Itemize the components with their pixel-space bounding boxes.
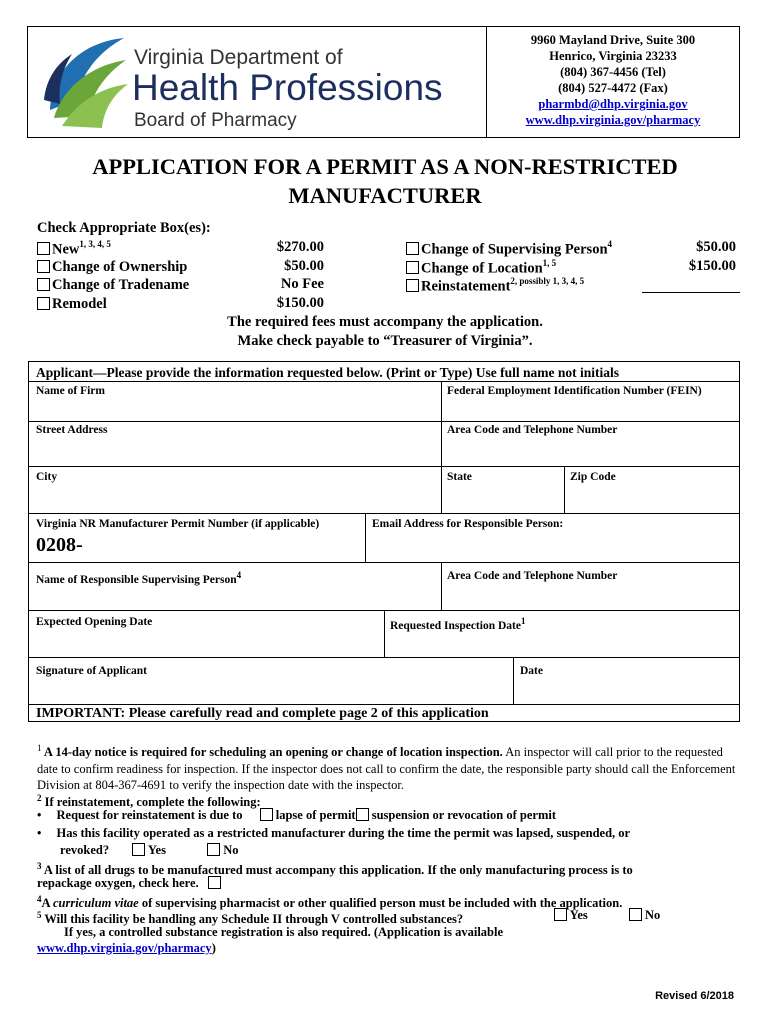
checkbox-new[interactable]	[37, 242, 50, 255]
fee-sup: 1, 5	[542, 257, 557, 268]
fee-label: Change of Location	[421, 259, 543, 276]
note3-sup: 3	[37, 861, 42, 871]
logo-line3: Board of Pharmacy	[134, 110, 297, 131]
no-label: No	[223, 843, 239, 857]
dhp-logo-mark	[42, 30, 482, 134]
fee-row-change-location	[406, 258, 736, 277]
bullet-icon: •	[37, 826, 42, 840]
logo-line2: Health Professions	[132, 67, 443, 108]
fee-amount: $50.00	[696, 239, 736, 255]
supervisor-sup: 4	[236, 570, 242, 580]
fee-row-change-tradename	[37, 276, 327, 295]
fee-amount: $270.00	[276, 239, 324, 255]
fax: (804) 527-4472 (Fax)	[558, 81, 668, 95]
fee-label: New	[52, 241, 80, 258]
phone2-label: Area Code and Telephone Number	[447, 570, 618, 582]
fee-note-line1: The required fees must accompany the application.	[227, 314, 543, 330]
title-line1: APPLICATION FOR A PERMIT AS A NON-RESTRICTED	[92, 154, 678, 179]
note-1	[37, 740, 737, 794]
telephone: (804) 367-4456 (Tel)	[560, 65, 666, 79]
checkbox-controlled-yes[interactable]	[554, 908, 567, 921]
yes-label: Yes	[569, 908, 588, 922]
inspection-date-label	[390, 616, 525, 632]
bullet-icon: •	[37, 808, 42, 822]
checkbox-revoked-yes[interactable]	[132, 843, 145, 856]
fee-note-line2: Make check payable to “Treasurer of Virginia”.	[237, 333, 533, 349]
divider	[441, 466, 442, 513]
checkbox-lapse[interactable]	[260, 808, 273, 821]
bullet1-opt2: suspension or revocation of permit	[371, 808, 556, 822]
note4-sup: 4	[37, 894, 42, 904]
fee-label: Remodel	[52, 295, 107, 312]
phone-label: Area Code and Telephone Number	[447, 424, 618, 436]
bullet2-revoked: revoked?	[60, 843, 110, 857]
divider	[29, 562, 739, 563]
fee-row-new	[37, 239, 327, 258]
permit-number-value: 0208-	[36, 534, 83, 556]
bullet1-lead: Request for reinstatement is due to	[56, 808, 243, 822]
note1-sup: 1	[37, 743, 42, 753]
checkbox-controlled-no[interactable]	[629, 908, 642, 921]
fee-sup: 1, 3, 4, 5	[79, 239, 111, 249]
supervisor-label	[36, 570, 241, 586]
form-header: Applicant—Please provide the information requested below. (Print or Type) Use full name not initials	[36, 365, 619, 380]
bullet2-text: Has this facility operated as a restricted manufacturer during the time the permit was lapsed, suspended, or	[56, 826, 631, 840]
address-line2: Henrico, Virginia 23233	[549, 49, 677, 63]
note4-b: of supervising pharmacist or other qualified person must be included with the application.	[138, 896, 623, 911]
address-line1: 9960 Mayland Drive, Suite 300	[530, 33, 696, 47]
note5-sup: 5	[37, 910, 42, 920]
fee-list-left	[37, 239, 327, 313]
note-3-cont	[37, 875, 221, 892]
divider	[29, 421, 739, 422]
note2-heading-text: If reinstatement, complete the following:	[41, 795, 261, 810]
fee-list-right	[406, 239, 736, 295]
fee-sup: 4	[607, 239, 613, 249]
checkbox-suspension[interactable]	[356, 808, 369, 821]
divider	[365, 513, 366, 562]
street-address-label: Street Address	[36, 424, 108, 436]
divider	[564, 466, 565, 513]
note1-text: An inspector will call prior to the requested date to confirm readiness for inspection. If the inspector does not call to confirm the date, the responsible party should call the Enforcement Division at 804-367-4691 to verify the inspection date with the inspector.	[37, 745, 736, 793]
divider	[29, 381, 739, 382]
checkbox-revoked-no[interactable]	[207, 843, 220, 856]
divider	[29, 466, 739, 467]
website-link[interactable]: www.dhp.virginia.gov/pharmacy	[525, 113, 701, 127]
divider	[441, 381, 442, 421]
divider	[29, 657, 739, 658]
checkbox-change-location[interactable]	[406, 261, 419, 274]
checkbox-reinstatement[interactable]	[406, 279, 419, 292]
applicant-form	[28, 361, 740, 722]
fee-note	[30, 313, 740, 351]
checkbox-oxygen[interactable]	[208, 876, 221, 889]
divider	[441, 421, 442, 466]
fee-amount: $150.00	[276, 294, 324, 311]
pharmacy-link[interactable]: www.dhp.virginia.gov/pharmacy	[37, 941, 212, 955]
fee-row-change-ownership	[37, 258, 327, 277]
fee-row-change-supervisor	[406, 239, 736, 258]
fee-sup: 2, possibly 1, 3, 4, 5	[510, 276, 585, 286]
note5-text: Will this facility be handling any Schedule II through V controlled substances?	[41, 912, 464, 927]
email-label: Email Address for Responsible Person:	[372, 518, 564, 530]
reinstatement-fee-line	[642, 292, 740, 293]
contact-block	[488, 32, 738, 128]
inspection-date-text: Requested Inspection Date	[390, 619, 521, 632]
no-label: No	[644, 908, 661, 922]
fee-row-remodel	[37, 295, 327, 314]
logo-line1: Virginia Department of	[134, 46, 343, 69]
bullet1-opt1: lapse of permit	[275, 808, 356, 822]
fee-label: Change of Tradename	[52, 277, 190, 293]
opening-date-label: Expected Opening Date	[36, 616, 153, 628]
checkbox-change-ownership[interactable]	[37, 260, 50, 273]
note-5-options	[554, 907, 660, 924]
dhp-logo	[42, 30, 482, 134]
note-5-link-line	[37, 940, 216, 957]
fees-heading: Check Appropriate Box(es):	[37, 220, 211, 236]
note3-cont-text: repackage oxygen, check here.	[37, 876, 199, 890]
note4-a: A	[41, 896, 53, 911]
fee-amount: No Fee	[280, 276, 324, 292]
fee-amount: $50.00	[284, 257, 324, 274]
title-line2: MANUFACTURER	[288, 183, 482, 208]
state-label: State	[447, 471, 472, 483]
note-2-bullet1	[37, 807, 556, 824]
note5-close: )	[211, 941, 216, 955]
page-title	[30, 152, 740, 210]
divider	[441, 562, 442, 610]
note-2-bullet2	[37, 825, 630, 842]
note4-italic: curriculum vitae	[52, 896, 139, 911]
checkbox-remodel[interactable]	[37, 297, 50, 310]
fee-label: Reinstatement	[421, 278, 511, 295]
email-link[interactable]: pharmbd@dhp.virginia.gov	[538, 97, 688, 111]
supervisor-label-text: Name of Responsible Supervising Person	[36, 573, 237, 586]
fee-label: Change of Supervising Person	[421, 241, 608, 258]
fee-amount: $150.00	[688, 257, 736, 274]
checkbox-change-supervisor[interactable]	[406, 242, 419, 255]
yes-label: Yes	[147, 843, 166, 857]
fee-label: Change of Ownership	[52, 258, 188, 275]
note2-sup: 2	[37, 793, 42, 803]
note3-text: A list of all drugs to be manufactured must accompany this application. If the only manufacturing process is to	[41, 863, 633, 878]
fein-label: Federal Employment Identification Number (FEIN)	[447, 385, 702, 397]
divider	[384, 610, 385, 657]
name-of-firm-label: Name of Firm	[36, 385, 105, 397]
note1-bold: A 14-day notice is required for scheduling an opening or change of location inspection.	[41, 745, 503, 760]
date-label: Date	[520, 665, 543, 677]
revised-date: Revised 6/2018	[655, 990, 734, 1002]
permit-number-label: Virginia NR Manufacturer Permit Number (if applicable)	[36, 518, 320, 530]
divider	[29, 704, 739, 705]
divider	[29, 513, 739, 514]
note-2-bullet2-cont	[60, 842, 238, 859]
checkbox-change-tradename[interactable]	[37, 278, 50, 291]
signature-label: Signature of Applicant	[36, 665, 147, 677]
note-5-cont: If yes, a controlled substance registration is also required. (Application is available	[64, 925, 504, 939]
important-notice: IMPORTANT: Please carefully read and complete page 2 of this application	[36, 706, 489, 721]
header-divider	[486, 26, 487, 138]
inspection-sup: 1	[520, 616, 526, 626]
city-label: City	[36, 471, 58, 483]
divider	[513, 657, 514, 704]
zip-label: Zip Code	[570, 471, 616, 483]
